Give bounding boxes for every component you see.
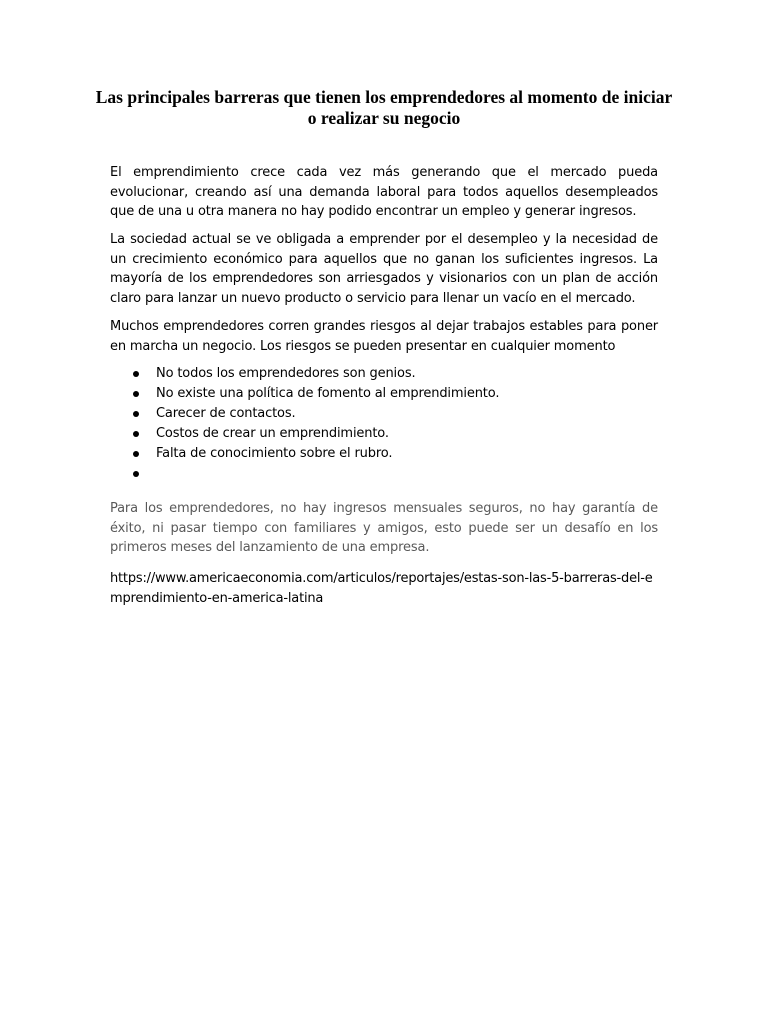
- source-reference: [110, 569, 658, 608]
- paragraph-society: La sociedad actual se ve obligada a emprender por el desempleo y la necesidad de un crecimiento económico para aquellos que no ganan los suficientes ingresos. La mayoría de los emprendedores son arriesgados y visionarios con un plan de acción claro para lanzar un nuevo producto o servicio para llenar un vacío en el mercado.: [110, 232, 658, 306]
- document-title: Las principales barreras que tienen los emprendedores al momento de iniciar o realizar su negocio: [95, 87, 673, 128]
- list-item-text: Costos de crear un emprendimiento.: [156, 426, 389, 441]
- bullet-icon: [133, 451, 139, 457]
- bullet-icon: [133, 431, 139, 437]
- bullet-icon: [133, 371, 139, 377]
- list-item: [110, 384, 658, 404]
- list-item-text: Carecer de contactos.: [156, 406, 296, 421]
- source-url: https://www.americaeconomia.com/articulos/reportajes/estas-son-las-5-barreras-del-emprendimiento-en-america-latina: [110, 571, 653, 606]
- bullet-icon: [133, 471, 139, 477]
- paragraph-intro: El emprendimiento crece cada vez más generando que el mercado pueda evolucionar, creando así una demanda laboral para todos aquellos desempleados que de una u otra manera no hay podido encontrar un empleo y generar ingresos.: [110, 165, 658, 219]
- list-item-text: No todos los emprendedores son genios.: [156, 366, 416, 381]
- list-item: [110, 424, 658, 444]
- list-item: [110, 404, 658, 424]
- bullet-icon: [133, 411, 139, 417]
- paragraph-closing: Para los emprendedores, no hay ingresos mensuales seguros, no hay garantía de éxito, ni pasar tiempo con familiares y amigos, esto puede ser un desafío en los primeros meses del lanzamiento de una empresa.: [110, 501, 658, 555]
- paragraph-risks: Muchos emprendedores corren grandes riesgos al dejar trabajos estables para poner en marcha un negocio. Los riesgos se pueden presentar en cualquier momento: [110, 319, 658, 354]
- list-item: [110, 364, 658, 384]
- list-item: [110, 444, 658, 464]
- barriers-list: [110, 364, 658, 484]
- bullet-icon: [133, 391, 139, 397]
- list-item-text: Falta de conocimiento sobre el rubro.: [156, 446, 393, 461]
- list-item-empty: [110, 464, 658, 484]
- list-item-text: No existe una política de fomento al emprendimiento.: [156, 386, 500, 401]
